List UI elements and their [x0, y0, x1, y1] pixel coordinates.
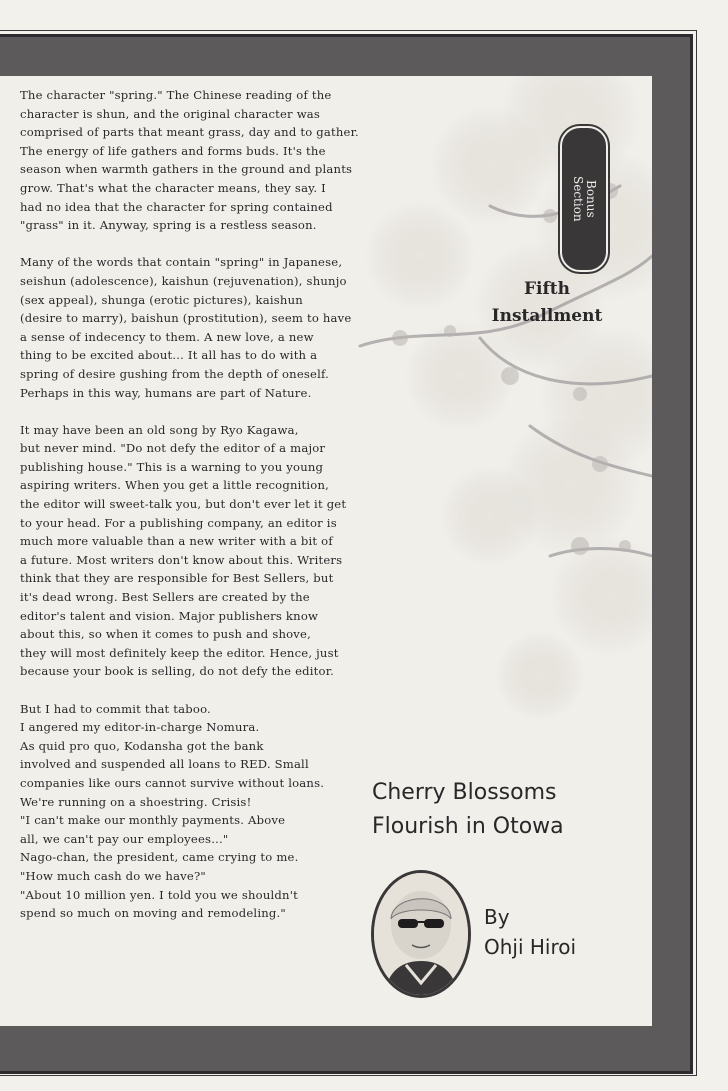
byline	[484, 902, 644, 962]
title-line-1: Cherry Blossoms	[372, 780, 557, 805]
author-name: Ohji Hiroi	[484, 935, 577, 959]
installment-line-1: Fifth	[523, 279, 571, 299]
paragraph-spring-character: The character "spring." The Chinese reading of the character is shun, and the original character was comprised of parts that meant grass, day and to gather. The energy of life gathers and forms buds. It's the season when warmth gathers in the ground and plants grow. That's what the character means, they say. I had no idea that the character for spring contained "grass" in it. Anyway, spring is a restless season.	[20, 88, 359, 233]
byline-by: By	[484, 905, 510, 929]
badge-line-2: Section	[571, 176, 585, 222]
paragraph-taboo: But I had to commit that taboo. I angered my editor-in-charge Nomura. As quid pro quo, Kodansha got the bank involved and suspended all loans to RED. Small companies like ours cannot survive without loans. We're running on a shoestring. Crisis! "I can't make our monthly payments. Above all, we can't pay our employees..." Nago-chan, the president, came crying to me. "How much cash do we have?" "About 10 million yen. I told you we shouldn't spend so much on moving and remodeling."	[20, 701, 325, 921]
article-body	[20, 86, 385, 941]
author-portrait	[371, 870, 471, 998]
story-title	[372, 776, 642, 844]
title-line-2: Flourish in Otowa	[372, 814, 564, 839]
paragraph-spring-words: Many of the words that contain "spring" in Japanese, seishun (adolescence), kaishun (rejuvenation), shunjo (sex appeal), shunga (erotic pictures), kaishun (desire to marry), baishun (prostitution), seem to have a sense of indecency to them. A new love, a new thing to be excited about... It all has to do with a spring of desire gushing from the depth of oneself. Perhaps in this way, humans are part of Nature.	[20, 255, 352, 400]
paragraph-editor-warning: It may have been an old song by Ryo Kagawa, but never mind. "Do not defy the editor of a major publishing house." This is a warning to you young aspiring writers. When you get a little recognition, the editor will sweet-talk you, but don't ever let it get to your head. For a publishing company, an editor is much more valuable than a new writer with a bit of a future. Most writers don't know about this. Writers think that they are responsible for Best Sellers, but it's dead wrong. Best Sellers are created by the editor's talent and vision. Major publishers know about this, so when it comes to push and shove, they will most definitely keep the editor. Hence, just because your book is selling, do not defy the editor.	[20, 422, 347, 679]
installment-label	[472, 276, 622, 330]
bonus-section-badge	[560, 126, 608, 272]
badge-line-1: Bonus	[584, 180, 598, 218]
installment-line-2: Installment	[491, 306, 603, 326]
page-panel	[0, 76, 652, 1026]
author-portrait-illustration	[374, 873, 468, 995]
